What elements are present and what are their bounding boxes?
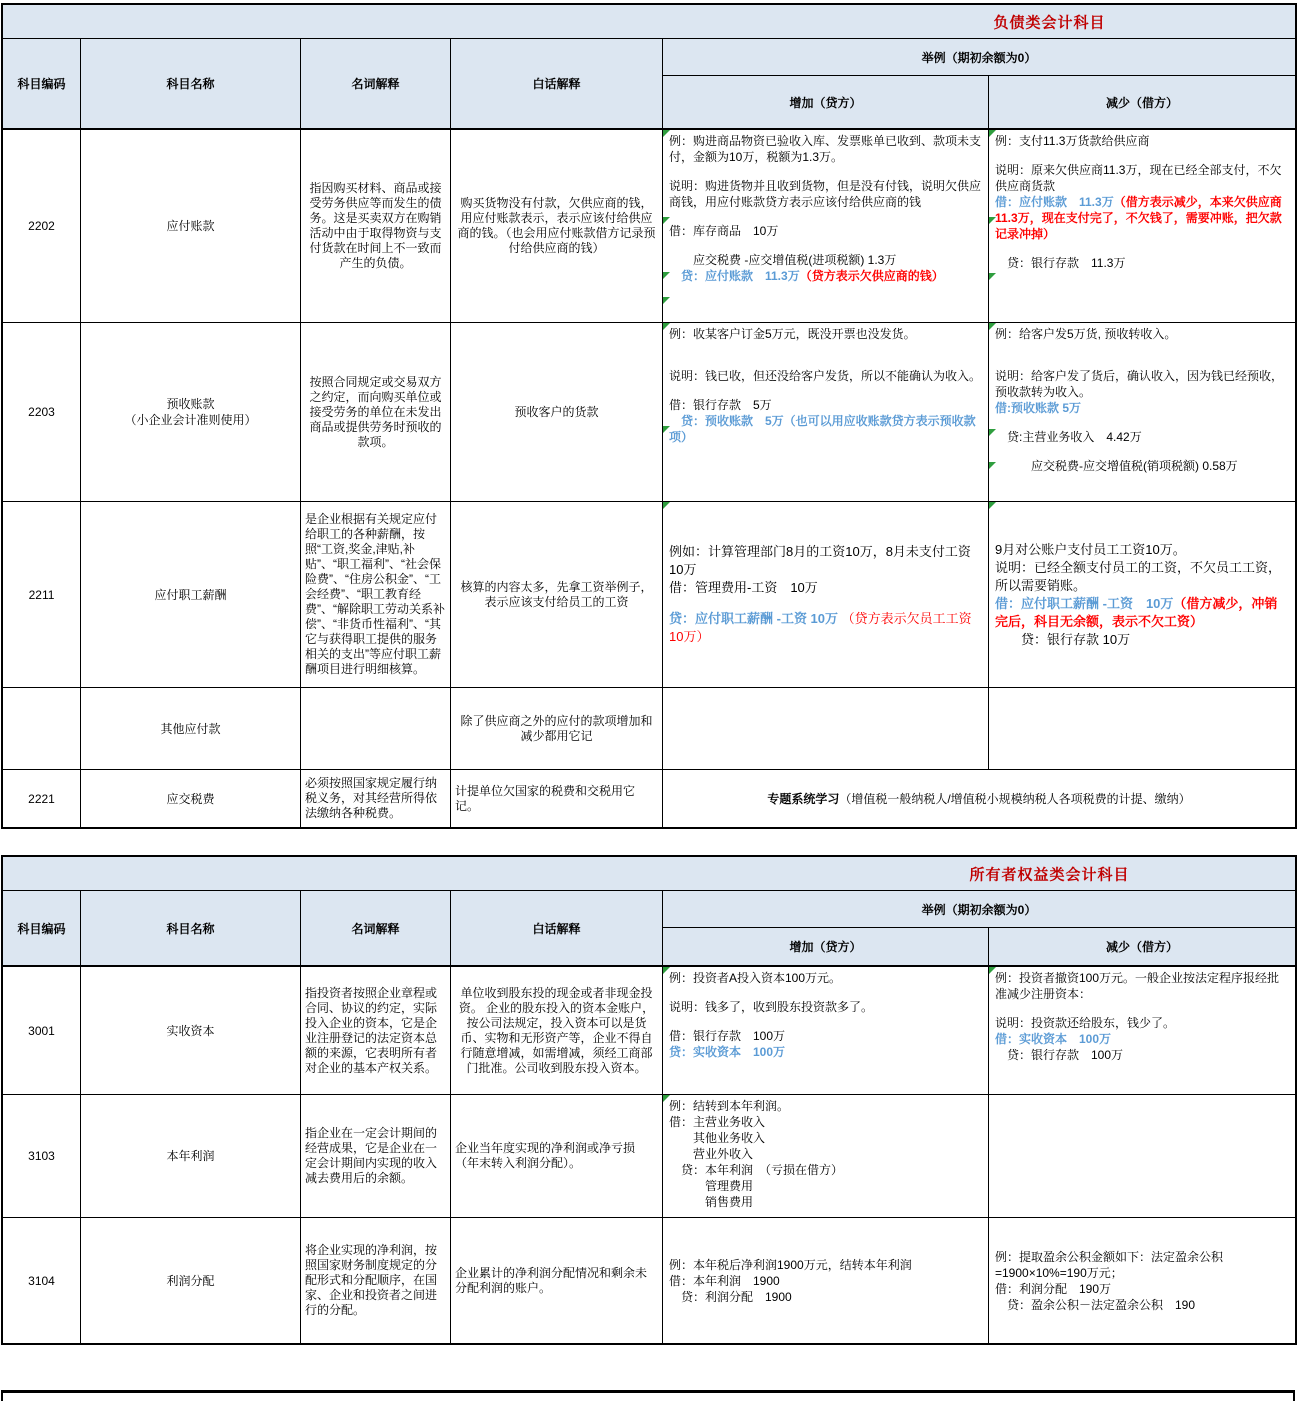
text-line	[669, 597, 982, 610]
cell-subject-code[interactable]: 3001	[3, 967, 81, 1095]
header-subrow	[663, 76, 1295, 128]
cell-subject-code[interactable]: 2211	[3, 502, 81, 688]
error-indicator-icon	[989, 130, 996, 137]
header-decrease-debit[interactable]: 减少（借方）	[989, 76, 1295, 128]
text-line	[669, 165, 982, 178]
text-segment: （增值税一般纳税人/增值税小规模纳税人各项税费的计提、缴纳）	[839, 791, 1191, 806]
text-line	[669, 1257, 982, 1273]
subject-name-line: （小企业会计准则使用）	[124, 413, 257, 427]
cell-subject-name[interactable]	[81, 1095, 301, 1218]
plain-explanation-text: 单位收到股东投的现金或者非现金投资。 企业的股东投入的资本金账户，按公司法规定，投入资本可以是货币、实物和无形资产等，企业不得自行随意增减，如需增减，须经工商部门批准。公司收到股东投入资本。	[458, 985, 655, 1075]
cell-plain-explanation[interactable]	[451, 323, 663, 502]
subject-name-line: 应付职工薪酬	[154, 587, 227, 602]
text-segment: 专题系统学习	[767, 791, 840, 806]
cell-term-explanation[interactable]	[301, 967, 451, 1095]
text-line	[669, 1273, 982, 1289]
text-segment: 例：提取盈余公积金额如下：法定盈余公积	[995, 1249, 1224, 1264]
text-line	[995, 242, 1289, 255]
text-segment: 例：支付11.3万货款给供应商	[995, 134, 1150, 148]
text-line	[669, 1146, 982, 1162]
text-segment: 例：收某客户订金5万元，既没开票也没发货。	[669, 327, 916, 341]
table-row	[3, 502, 1295, 688]
text-line	[669, 970, 982, 986]
text-segment: 说明：钱多了，收到股东投资款多了。	[669, 1000, 874, 1014]
cell-term-explanation[interactable]	[301, 130, 451, 323]
text-line	[995, 429, 1289, 445]
subject-name-line: 其他应付款	[160, 721, 221, 736]
header-example-group	[663, 891, 1295, 965]
text-segment: 贷：实收资本 100万	[669, 1045, 786, 1059]
cell-increase-credit[interactable]	[663, 323, 989, 502]
text-line	[995, 445, 1289, 458]
text-segment: 贷：银行存款 100万	[995, 1048, 1124, 1062]
text-line	[669, 210, 982, 223]
text-line	[995, 1002, 1289, 1015]
cell-term-explanation[interactable]	[301, 502, 451, 688]
header-increase-credit[interactable]: 增加（贷方）	[663, 76, 989, 128]
header-plain-explanation[interactable]: 白话解释	[451, 891, 663, 965]
header-code[interactable]: 科目编码	[3, 39, 81, 128]
text-line	[669, 543, 982, 579]
text-line	[669, 239, 982, 252]
text-segment: 借：管理费用-工资 10万	[669, 580, 818, 595]
cell-increase-credit[interactable]	[663, 502, 989, 688]
text-line	[995, 1015, 1289, 1031]
text-line	[669, 178, 982, 210]
header-code[interactable]: 科目编码	[3, 891, 81, 965]
text-line	[995, 368, 1289, 400]
text-segment: 贷：利润分配 1900	[669, 1289, 792, 1304]
error-indicator-icon	[663, 967, 670, 974]
text-line	[669, 1130, 982, 1146]
text-line	[995, 355, 1289, 368]
term-explanation-text: 是企业根据有关规定应付给职工的各种薪酬，按照“工资,奖金,津贴,补贴”、“职工福利”、“社会保险费”、“住房公积金”、“工会经费”、“职工教育经费”、“解除职工劳动关系补偿”、“非货币性福利”、“其它与获得职工提供的服务相关的支出”等应付职工薪酬项目进行明细核算。	[305, 512, 445, 676]
cell-subject-code[interactable]	[3, 688, 81, 770]
text-segment: 应交税费-应交增值税(销项税额) 0.58万	[995, 459, 1238, 473]
table-row	[3, 1095, 1295, 1218]
table-title: 负债类会计科目	[993, 15, 1106, 31]
text-segment: 9月对公账户支付员工工资10万。	[995, 541, 1186, 557]
error-indicator-icon	[989, 323, 996, 330]
table-row	[3, 688, 1295, 770]
cell-plain-explanation[interactable]	[451, 1218, 663, 1343]
cell-plain-explanation[interactable]	[451, 688, 663, 770]
text-line	[669, 999, 982, 1015]
subject-name-line: 实收资本	[166, 1023, 215, 1038]
header-example-group	[663, 39, 1295, 128]
subject-name-line: 应交税费	[166, 791, 215, 806]
text-line	[995, 342, 1289, 355]
table-row	[3, 323, 1295, 502]
error-indicator-icon	[663, 272, 670, 279]
text-line	[669, 986, 982, 999]
text-segment: 借:预收账款 5万	[995, 401, 1082, 415]
cell-subject-name[interactable]	[81, 967, 301, 1095]
cell-decrease-debit[interactable]	[989, 688, 1295, 770]
error-indicator-icon	[663, 426, 670, 433]
text-segment: 借：实收资本 100万	[995, 1032, 1112, 1046]
error-indicator-icon	[663, 502, 670, 509]
cell-plain-explanation[interactable]	[451, 1095, 663, 1218]
table-header	[3, 891, 1295, 967]
header-term-explanation[interactable]: 名词解释	[301, 39, 451, 128]
plain-explanation-text: 核算的内容太多，先拿工资举例子，表示应该支付给员工的工资	[460, 579, 653, 609]
term-explanation-text: 指因购买材料、商品或接受劳务供应等而发生的债务。这是买卖双方在购销活动中由于取得物资与支付货款在时间上不一致而产生的负债。	[309, 181, 442, 270]
text-segment: 借：银行存款 5万	[669, 398, 772, 412]
text-line	[995, 194, 1289, 242]
text-line	[767, 791, 1190, 807]
cell-increase-credit[interactable]	[663, 130, 989, 323]
error-indicator-icon	[989, 967, 996, 974]
table-row	[3, 967, 1295, 1095]
text-segment: （贷方表示欠员工工资10万）	[669, 611, 972, 644]
plain-explanation-text: 企业当年度实现的净利润或净亏损（年末转入利润分配）。	[455, 1141, 636, 1170]
cell-decrease-debit[interactable]	[989, 323, 1295, 502]
text-segment: 营业外收入	[669, 1147, 754, 1161]
error-indicator-icon	[663, 217, 670, 224]
text-line	[995, 1047, 1289, 1063]
text-segment: （贷方表示欠供应商的钱）	[799, 269, 944, 283]
plain-explanation-text: 计提单位欠国家的税费和交税用它记。	[455, 783, 636, 813]
subject-name-line: 应付账款	[166, 219, 215, 233]
text-segment: 例：购进商品物资已验收入库、发票账单已收到、款项未支付，金额为10万，税额为1.3万。	[669, 134, 982, 164]
text-segment: 说明：已经全额支付员工的工资，不欠员工工资，所以需要销账。	[995, 559, 1282, 593]
partial-next-table-frame	[1, 1390, 1295, 1401]
cell-subject-code[interactable]: 3103	[3, 1095, 81, 1218]
cell-plain-explanation[interactable]	[451, 967, 663, 1095]
header-example[interactable]: 举例（期初余额为0）	[663, 39, 1295, 76]
cell-decrease-debit[interactable]	[989, 1095, 1295, 1218]
table-title-row	[3, 857, 1295, 891]
text-line	[995, 1249, 1289, 1265]
text-segment: 借：库存商品 10万	[669, 224, 779, 238]
plain-explanation-text: 企业累计的净利润分配情况和剩余未分配利润的账户。	[455, 1265, 648, 1295]
text-line	[669, 268, 982, 284]
term-explanation-text	[301, 727, 450, 731]
text-segment: =1900×10%=190万元；	[995, 1265, 1123, 1280]
text-segment: 说明：购进货物并且收到货物，但是没有付钱，说明欠供应商钱，用应付账款贷方表示应该付给供应商的钱	[669, 179, 982, 209]
text-line	[995, 133, 1289, 149]
cell-term-explanation[interactable]	[301, 688, 451, 770]
text-segment: 贷：预收账款 5万（也可以用应收账款贷方表示预收款项）	[669, 414, 976, 444]
error-indicator-icon	[989, 429, 996, 436]
cell-subject-name[interactable]	[81, 770, 301, 827]
cell-increase-credit[interactable]	[663, 688, 989, 770]
text-segment: 说明：原来欠供应商11.3万，现在已经全部支付，不欠供应商货款	[995, 163, 1282, 193]
text-line	[669, 1114, 982, 1130]
header-decrease-debit[interactable]: 减少（借方）	[989, 928, 1295, 965]
subject-name-line: 本年利润	[166, 1149, 215, 1163]
header-increase-credit[interactable]: 增加（贷方）	[663, 928, 989, 965]
header-name[interactable]: 科目名称	[81, 891, 301, 965]
equity-accounts-table	[1, 855, 1297, 1345]
text-line	[669, 355, 982, 368]
text-line	[995, 1031, 1289, 1047]
table-row	[3, 1218, 1295, 1343]
text-line	[669, 1194, 982, 1210]
term-explanation-text: 指投资者按照企业章程或合同、协议的约定，实际投入企业的资本，它是企业注册登记的法定资本总额的来源，它表明所有者对企业的基本产权关系。	[305, 985, 438, 1075]
text-line	[669, 1162, 982, 1178]
text-segment: 例：结转到本年利润。	[669, 1099, 790, 1113]
error-indicator-icon	[663, 323, 670, 330]
text-line	[669, 579, 982, 597]
text-segment: 说明：投资款还给股东，钱少了。	[995, 1016, 1176, 1030]
subject-name-line: 利润分配	[166, 1273, 215, 1288]
text-segment: 贷：本年利润 （亏损在借方）	[669, 1163, 844, 1177]
text-line	[669, 1028, 982, 1044]
text-line	[669, 610, 982, 646]
cell-subject-code[interactable]: 2202	[3, 130, 81, 323]
text-segment: （借方表示减少，本来欠供应商11.3万，现在支付完了，不欠钱了，需要冲账，把欠款记录冲掉）	[995, 195, 1282, 241]
term-explanation-text: 将企业实现的净利润，按照国家财务制度规定的分配形式和分配顺序，在国家、企业和投资者之间进行的分配。	[305, 1243, 438, 1317]
text-segment: 借：本年利润 1900	[669, 1273, 780, 1288]
cell-increase-credit[interactable]	[663, 1095, 989, 1218]
plain-explanation-text: 预收客户的货款	[514, 404, 599, 419]
error-indicator-icon	[989, 462, 996, 469]
text-segment: 应交税费 -应交增值税(进项税额) 1.3万	[669, 253, 897, 267]
text-segment: 其他业务收入	[669, 1131, 766, 1145]
text-line	[669, 1098, 982, 1114]
cell-subject-code[interactable]: 2203	[3, 323, 81, 502]
cell-term-explanation[interactable]	[301, 770, 451, 827]
plain-explanation-text: 购买货物没有付款，欠供应商的钱，用应付账款表示，表示应该付给供应商的钱。（也会用应付账款借方记录预付给供应商的钱）	[457, 196, 656, 255]
text-segment: 销售费用	[669, 1195, 754, 1209]
cell-subject-name[interactable]	[81, 1218, 301, 1343]
text-line	[995, 255, 1289, 271]
text-segment: 借：主营业务收入	[669, 1115, 766, 1129]
text-line	[995, 400, 1289, 416]
text-segment: 例：本年税后净利润1900万元，结转本年利润	[669, 1257, 912, 1272]
text-line	[669, 326, 982, 342]
header-example[interactable]: 举例（期初余额为0）	[663, 891, 1295, 928]
text-line	[995, 326, 1289, 342]
cell-plain-explanation[interactable]	[451, 130, 663, 323]
text-line	[995, 631, 1289, 649]
text-segment: 贷：银行存款 11.3万	[995, 256, 1126, 270]
text-line	[669, 1178, 982, 1194]
cell-increase-credit[interactable]	[663, 1218, 989, 1343]
text-line	[669, 397, 982, 413]
cell-increase-credit[interactable]	[663, 967, 989, 1095]
cell-plain-explanation[interactable]	[451, 770, 663, 827]
cell-subject-code[interactable]: 3104	[3, 1218, 81, 1343]
text-line	[669, 342, 982, 355]
text-line	[669, 384, 982, 397]
error-indicator-icon	[663, 130, 670, 137]
cell-subject-name[interactable]	[81, 323, 301, 502]
text-segment: 说明：给客户发了货后，确认收入，因为钱已经预收，预收款转为收入。	[995, 369, 1284, 399]
text-segment: 例如：计算管理部门8月的工资10万，8月未支付工资10万	[669, 544, 971, 577]
plain-explanation-text: 除了供应商之外的应付的款项增加和减少都用它记	[460, 713, 653, 743]
text-segment: 借：应付账款 11.3万	[995, 195, 1114, 209]
text-line	[669, 252, 982, 268]
text-line	[669, 1015, 982, 1028]
cell-subject-name[interactable]	[81, 502, 301, 688]
error-indicator-icon	[989, 273, 996, 280]
cell-plain-explanation[interactable]	[451, 502, 663, 688]
text-line	[995, 559, 1289, 595]
text-segment: 借：银行存款 100万	[669, 1029, 786, 1043]
cell-subject-name[interactable]	[81, 130, 301, 323]
cell-decrease-debit[interactable]	[989, 967, 1295, 1095]
text-line	[995, 458, 1289, 474]
cell-decrease-debit[interactable]	[989, 1218, 1295, 1343]
text-line	[669, 368, 982, 384]
error-indicator-icon	[989, 502, 996, 509]
cell-term-explanation[interactable]	[301, 323, 451, 502]
text-segment: 贷：银行存款 10万	[995, 631, 1131, 647]
text-line	[669, 1289, 982, 1305]
text-segment: 借：应付职工薪酬 -工资 10万	[995, 595, 1174, 611]
header-name[interactable]: 科目名称	[81, 39, 301, 128]
text-line	[995, 595, 1289, 631]
text-segment: 管理费用	[669, 1179, 754, 1193]
error-indicator-icon	[663, 1095, 670, 1102]
cell-term-explanation[interactable]	[301, 1218, 451, 1343]
text-line	[669, 1044, 982, 1060]
header-subrow	[663, 928, 1295, 965]
table-title: 所有者权益类会计科目	[969, 867, 1130, 883]
text-segment: 例：给客户发5万货, 预收转收入。	[995, 327, 1177, 341]
header-term-explanation[interactable]: 名词解释	[301, 891, 451, 965]
text-line	[995, 416, 1289, 429]
term-explanation-text: 按照合同规定或交易双方之约定，而向购买单位或接受劳务的单位在未发出商品或提供劳务时预收的款项。	[309, 374, 442, 449]
text-segment: 贷:主营业务收入 4.42万	[995, 430, 1142, 444]
cell-subject-name[interactable]	[81, 688, 301, 770]
text-segment: 例：投资者A投入资本100万元。	[669, 971, 842, 985]
text-line	[995, 149, 1289, 162]
text-line	[669, 223, 982, 239]
text-line	[995, 162, 1289, 194]
header-plain-explanation[interactable]: 白话解释	[451, 39, 663, 128]
text-segment: 贷：盈余公积－法定盈余公积 190	[995, 1297, 1196, 1312]
text-line	[995, 541, 1289, 559]
table-row	[3, 130, 1295, 323]
term-explanation-text: 必须按照国家规定履行纳税义务，对其经营所得依法缴纳各种税费。	[305, 776, 438, 820]
text-line	[995, 1297, 1289, 1313]
text-segment: 贷：应付账款 11.3万	[669, 269, 800, 283]
cell-subject-code[interactable]: 2221	[3, 770, 81, 827]
text-line	[995, 970, 1289, 1002]
cell-decrease-debit[interactable]	[989, 130, 1295, 323]
text-line	[995, 1281, 1289, 1297]
term-explanation-text: 指企业在一定会计期间的经营成果，它是企业在一定会计期间内实现的收入减去费用后的余额。	[305, 1126, 438, 1185]
cell-term-explanation[interactable]	[301, 1095, 451, 1218]
error-indicator-icon	[989, 217, 996, 224]
text-segment: 说明：钱已收，但还没给客户发货，所以不能确认为收入。	[669, 369, 982, 383]
cell-example-merged[interactable]	[663, 770, 1295, 827]
text-segment: 例：投资者撤资100万元。一般企业按法定程序报经批准减少注册资本：	[995, 971, 1280, 1001]
cell-decrease-debit[interactable]	[989, 502, 1295, 688]
table-title-row	[3, 5, 1295, 39]
error-indicator-icon	[663, 297, 670, 304]
text-segment: 贷：应付职工薪酬 -工资 10万	[669, 611, 842, 626]
text-segment: 借：利润分配 190万	[995, 1281, 1112, 1296]
text-line	[995, 1265, 1289, 1281]
text-segment: （借方减少，冲销完后，科目无余额，表示不欠工资）	[995, 595, 1278, 629]
table-header	[3, 39, 1295, 130]
text-line	[669, 413, 982, 445]
liability-accounts-table	[1, 3, 1297, 829]
subject-name-line: 预收账款	[166, 397, 215, 411]
text-line	[669, 133, 982, 165]
table-row	[3, 770, 1295, 827]
